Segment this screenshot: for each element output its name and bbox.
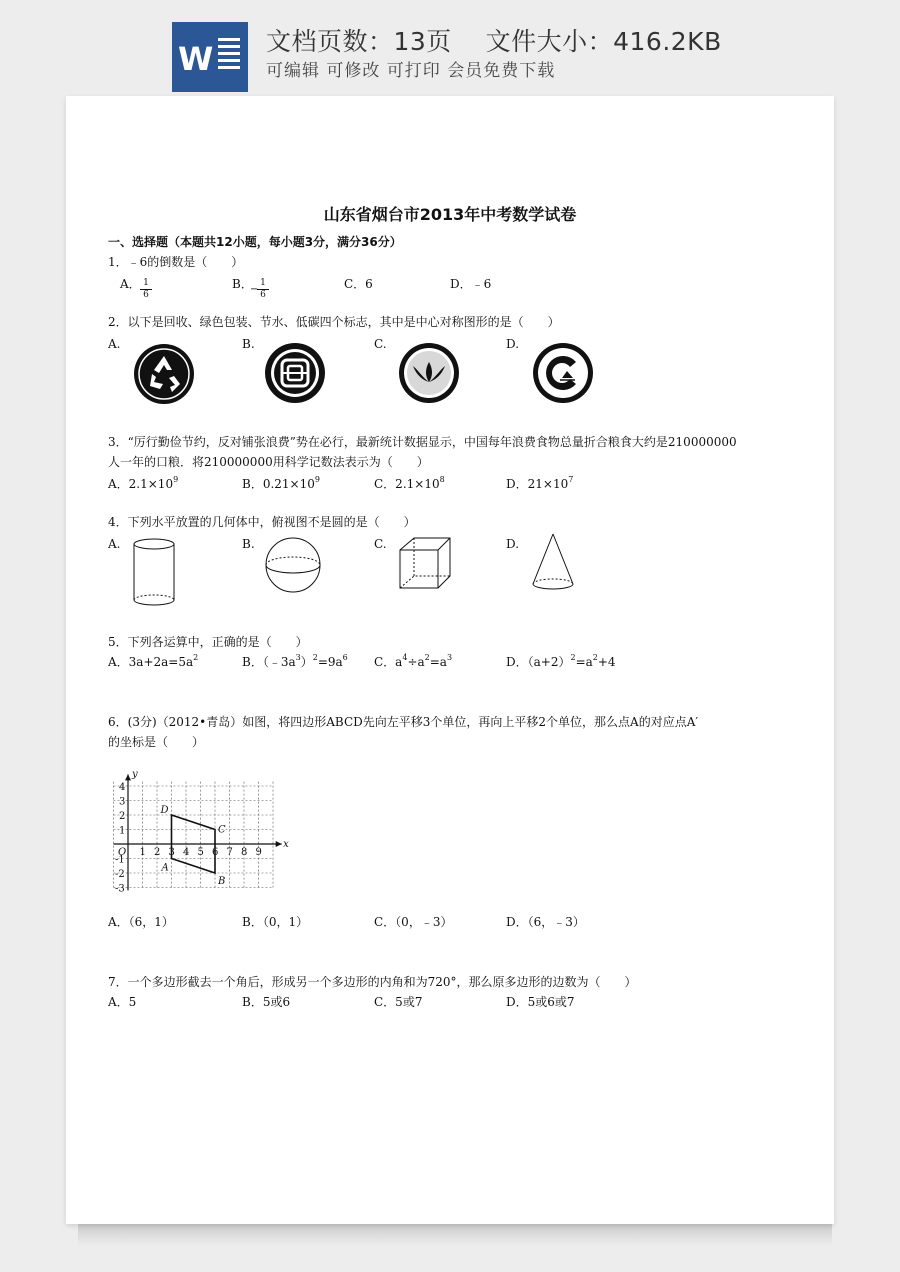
q3-option-d: D．$21\times 10^7$ (506, 475, 574, 491)
file-info-header (0, 0, 900, 96)
document-page (66, 96, 834, 1224)
q2-stem: 2．以下是回收、绿色包装、节水、低碳四个标志，其中是中心对称图形的是（ ） (108, 315, 560, 329)
q6-option-b: B．（0，1） (242, 915, 309, 929)
q6-option-a: A．（6，1） (108, 915, 174, 929)
q4-option-c: C. (374, 537, 387, 551)
q1-option-b-sign: − (250, 284, 259, 295)
q2-option-b: B. (242, 337, 255, 351)
word-file-icon: W (172, 22, 248, 92)
recycle-logo-icon (132, 342, 196, 406)
q5-option-d: D．$(a+2)^2=a^2+4$ (506, 653, 616, 669)
file-size: 文件大小：416.2KB (485, 27, 722, 56)
point-label-a: A (161, 862, 169, 874)
q7-option-c: C．5或7 (374, 995, 423, 1009)
q3-stem-line-1: 3．“厉行勤俭节约，反对铺张浪费”势在必行，最新统计数据显示，中国每年浪费食物总量折合粮食大约是210000000 (108, 435, 737, 449)
y-tick-label: -2 (115, 869, 125, 880)
q1-stem: 1．﹣6的倒数是（ ） (108, 255, 244, 269)
q6-option-c: C．（0，﹣3） (374, 915, 453, 929)
q1-option-c: C．6 (344, 277, 373, 291)
q6-stem-line-1: 6．(3分)（2012•青岛）如图，将四边形ABCD先向左平移3个单位，再向上平移2个单位，那么点A的对应点A′ (108, 715, 699, 729)
y-tick-label: 4 (119, 782, 126, 793)
q3-stem-line-2: 人一年的口粮．将210000000用科学记数法表示为（ ） (108, 455, 429, 469)
x-tick-label: 9 (255, 847, 262, 858)
q4-stem: 4．下列水平放置的几何体中，俯视图不是圆的是（ ） (108, 515, 416, 529)
x-tick-label: 5 (197, 847, 204, 858)
x-tick-label: 4 (183, 847, 190, 858)
file-features: 可编辑 可修改 可打印 会员免费下载 (266, 61, 556, 81)
q1-option-b-label: B． (232, 277, 253, 291)
water-saving-logo-icon (398, 342, 460, 404)
q1-option-b-fraction: $\frac{1}{6}$ (257, 278, 269, 300)
y-tick-label: 2 (119, 811, 126, 822)
doc-title: 山东省烟台市2013年中考数学试卷 (323, 205, 577, 224)
cylinder-icon (132, 538, 176, 608)
q3-option-a: A．$2.1\times 10^9$ (108, 475, 179, 491)
x-tick-label: 6 (212, 847, 219, 858)
file-stats (266, 22, 722, 58)
x-tick-label: 3 (168, 847, 175, 858)
x-tick-label: 2 (154, 847, 161, 858)
cone-icon (530, 532, 576, 594)
y-tick-label: 3 (119, 796, 126, 808)
q7-stem: 7．一个多边形截去一个角后，形成另一个多边形的内角和为720°，那么原多边形的边数为（ ） (108, 975, 637, 989)
q5-option-b: B．$(﹣3a^3)^2=9a^6$ (242, 653, 348, 669)
q5-stem: 5．下列各运算中，正确的是（ ） (108, 635, 308, 649)
y-tick-label: -1 (115, 854, 125, 866)
green-package-logo-icon (264, 342, 326, 404)
q6-option-d: D．（6，﹣3） (506, 915, 585, 929)
section-heading: 一、选择题（本题共12小题，每小题3分，满分36分） (108, 235, 402, 249)
q4-option-d: D. (506, 537, 520, 551)
y-tick-label: -3 (115, 883, 125, 895)
x-tick-label: 7 (226, 847, 233, 858)
x-tick-label: 1 (139, 847, 146, 858)
point-label-c: C (218, 824, 226, 836)
q4-option-b: B. (242, 537, 255, 551)
q3-option-b: B．$0.21\times 10^9$ (242, 475, 320, 491)
q5-option-c: C．$a^4\div a^2=a^3$ (374, 653, 453, 669)
q1-option-a-fraction: $\frac{1}{6}$ (140, 278, 152, 300)
x-axis-arrow (276, 841, 282, 847)
point-label-b: B (218, 876, 226, 887)
low-carbon-logo-icon (532, 342, 594, 404)
q6-stem-line-2: 的坐标是（ ） (108, 735, 205, 749)
coordinate-grid-diagram (106, 760, 292, 908)
page-shadow (78, 1222, 832, 1246)
point-label-d: D (160, 805, 169, 816)
origin-label: O (118, 847, 127, 858)
q2-option-c: C. (374, 337, 387, 351)
sphere-icon (264, 536, 322, 594)
q7-option-b: B．5或6 (242, 995, 291, 1009)
q4-option-a: A. (108, 537, 121, 551)
q5-option-a: A．$3a+2a=5a^2$ (108, 653, 199, 669)
x-tick-label: 8 (241, 847, 248, 858)
page-count: 文档页数：13页 (266, 27, 452, 56)
y-tick-label: 1 (119, 825, 126, 837)
q2-option-d: D. (506, 337, 520, 351)
cube-icon (398, 536, 454, 592)
q2-option-a: A. (108, 337, 121, 351)
q7-option-d: D．5或6或7 (506, 995, 575, 1009)
y-axis-label: y (132, 768, 138, 780)
q1-option-a-label: A． (120, 277, 141, 291)
x-axis-label: x (283, 839, 289, 850)
q1-option-d: D．﹣6 (450, 277, 492, 291)
q7-option-a: A．5 (108, 995, 137, 1009)
y-axis-arrow (125, 774, 131, 780)
q3-option-c: C．$2.1\times 10^8$ (374, 475, 445, 491)
